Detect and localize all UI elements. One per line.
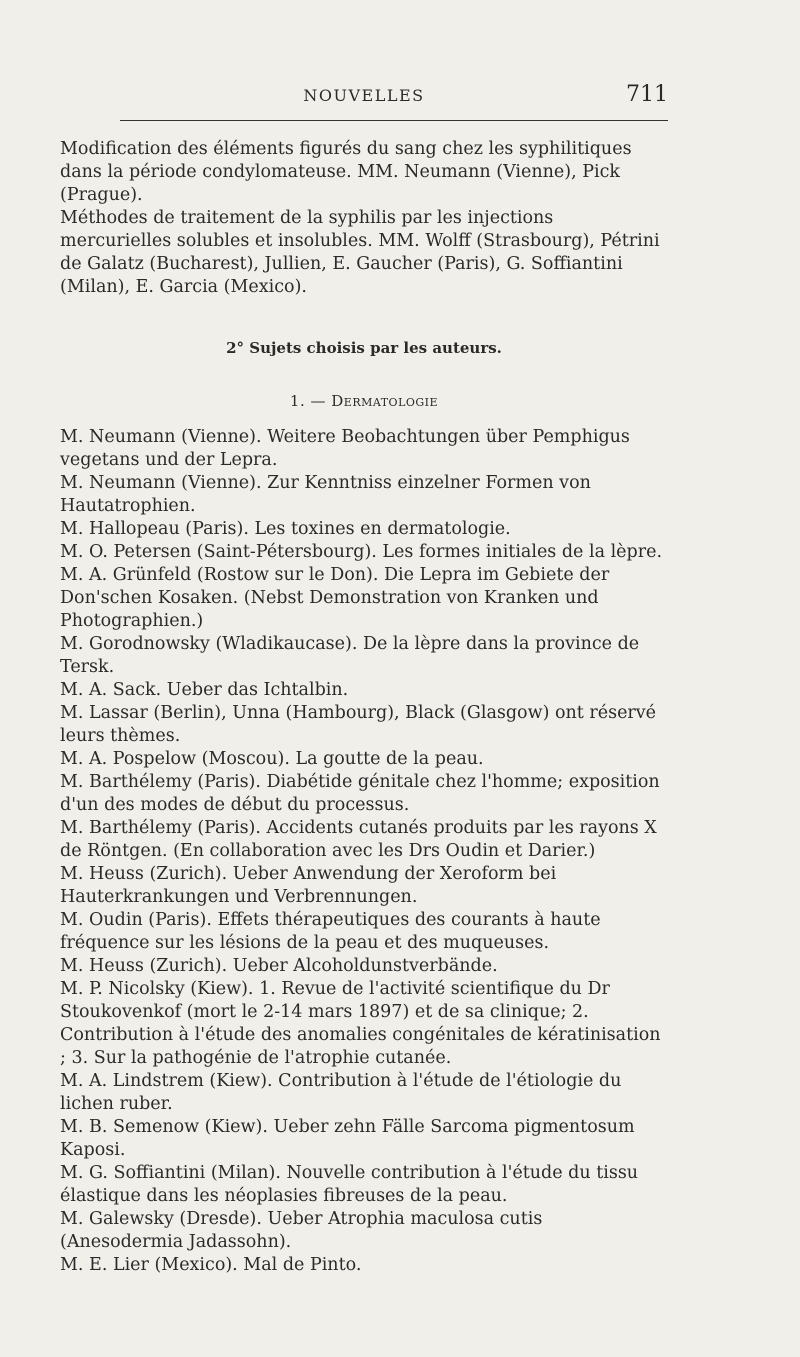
list-item: M. Heuss (Zurich). Ueber Anwendung der Xeroform bei Hauterkrankungen und Verbrennungen. [60,864,557,907]
list-item: M. Barthélemy (Paris). Accidents cutanés produits par les rayons X de Röntgen. (En collaboration avec les Drs Oudin et Darier.) [60,818,657,861]
subsection-heading [60,390,668,413]
list-item: M. Galewsky (Dresde). Ueber Atrophia maculosa cutis (Anesodermia Jadassohn). [60,1209,543,1252]
list-item: M. Gorodnowsky (Wladikaucase). De la lèpre dans la province de Tersk. [60,634,640,677]
intro-paragraph: Modification des éléments figurés du sang chez les syphilitiques dans la période condylomateuse. MM. Neumann (Vienne), Pick (Prague). [60,139,632,205]
list-item: M. A. Pospelow (Moscou). La goutte de la peau. [60,749,484,769]
list-item: M. Oudin (Paris). Effets thérapeutiques des courants à haute fréquence sur les lésions de la peau et des muqueuses. [60,910,601,953]
list-item: M. A. Sack. Ueber das Ichtalbin. [60,680,349,700]
subsection-heading-text: 1. — Dermatologie [289,392,439,410]
list-item: M. B. Semenow (Kiew). Ueber zehn Fälle Sarcoma pigmentosum Kaposi. [60,1117,635,1160]
list-item: M. Barthélemy (Paris). Diabétide génitale chez l'homme; exposition d'un des modes de début du processus. [60,772,660,815]
list-item: M. Hallopeau (Paris). Les toxines en dermatologie. [60,519,511,539]
list-item: M. Neumann (Vienne). Weitere Beobachtungen über Pemphigus vegetans und der Lepra. [60,427,630,470]
list-item: M. Heuss (Zurich). Ueber Alcoholdunstverbände. [60,956,498,976]
intro-paragraph: Méthodes de traitement de la syphilis par les injections mercurielles solubles et insolubles. MM. Wolff (Strasbourg), Pétrini de Galatz (Bucharest), Jullien, E. Gaucher (Paris), G. Soffiantini (Milan), E. Garcia (Mexico). [60,208,660,297]
list-item: M. E. Lier (Mexico). Mal de Pinto. [60,1255,362,1275]
body-text [60,138,668,1277]
list-item: M. G. Soffiantini (Milan). Nouvelle contribution à l'étude du tissu élastique dans les néoplasies fibreuses de la peau. [60,1163,639,1206]
list-item: M. O. Petersen (Saint-Pétersbourg). Les formes initiales de la lèpre. [60,542,663,562]
list-item: M. A. Grünfeld (Rostow sur le Don). Die Lepra im Gebiete der Don'schen Kosaken. (Nebst Demonstration von Kranken und Photographien.) [60,565,610,631]
header-rule [120,120,668,121]
section-heading: 2° Sujets choisis par les auteurs. [226,339,502,357]
page-header [60,84,668,114]
list-item: M. A. Lindstrem (Kiew). Contribution à l'étude de l'étiologie du lichen ruber. [60,1071,622,1114]
running-title: NOUVELLES [303,86,425,105]
page-number: 711 [626,82,668,107]
list-item: M. P. Nicolsky (Kiew). 1. Revue de l'activité scientifique du Dr Stoukovenkof (mort le 2-14 mars 1897) et de sa clinique; 2. Contribution à l'étude des anomalies congénitales de kératinisation ; 3. Sur la pathogénie de l'atrophie cutanée. [60,979,661,1068]
list-item: M. Neumann (Vienne). Zur Kenntniss einzelner Formen von Hautatrophien. [60,473,591,516]
list-item: M. Lassar (Berlin), Unna (Hambourg), Black (Glasgow) ont réservé leurs thèmes. [60,703,657,746]
